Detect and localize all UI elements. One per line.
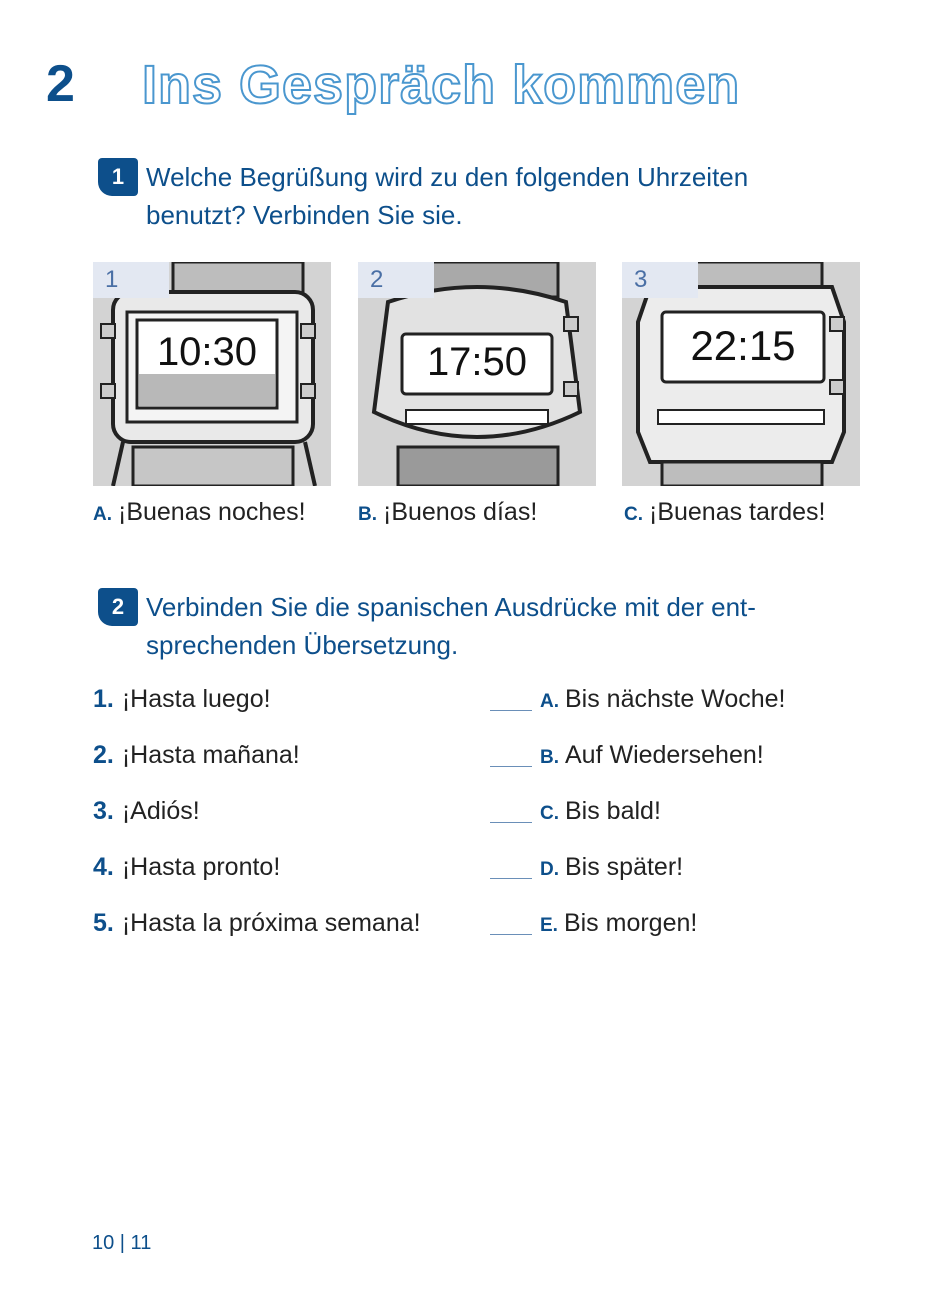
translation-text: Bis morgen! [563, 909, 698, 937]
watch-time-1: 10:30 [156, 330, 258, 374]
item-number: 4. [93, 853, 114, 881]
item-number: 5. [93, 909, 114, 937]
item-number: 3. [93, 797, 114, 825]
item-text: ¡Adiós! [121, 797, 200, 825]
watch-label-2: 2 [358, 262, 434, 298]
item-text: ¡Hasta luego! [121, 685, 271, 713]
answer-blank-b[interactable] [490, 766, 532, 767]
translation-c [540, 797, 661, 826]
option-text: ¡Buenas tardes! [649, 498, 826, 526]
watch-image-1 [93, 262, 331, 486]
translation-letter: C. [540, 803, 559, 824]
spanish-item-4 [93, 853, 280, 882]
translation-e [540, 909, 697, 938]
watch-label-1: 1 [93, 262, 169, 298]
translation-letter: E. [540, 915, 558, 936]
chapter-title: Ins Gespräch kommen [142, 55, 741, 115]
exercise-1-badge: 1 [98, 158, 138, 196]
watch-time-2: 17:50 [426, 340, 528, 384]
answer-blank-c[interactable] [490, 822, 532, 823]
item-text: ¡Hasta mañana! [121, 741, 300, 769]
option-letter: C. [624, 504, 643, 525]
watch-image-2 [358, 262, 596, 486]
item-text: ¡Hasta pronto! [121, 853, 281, 881]
answer-blank-d[interactable] [490, 878, 532, 879]
watch-label-3: 3 [622, 262, 698, 298]
translation-letter: D. [540, 859, 559, 880]
instruction-line-2: sprechenden Übersetzung. [146, 630, 459, 660]
greeting-option-a [93, 498, 306, 527]
option-text: ¡Buenas noches! [118, 498, 306, 526]
translation-b [540, 741, 764, 770]
spanish-item-5 [93, 909, 421, 938]
greeting-option-b [358, 498, 537, 527]
spanish-item-3 [93, 797, 200, 826]
option-letter: B. [358, 504, 377, 525]
exercise-1-instruction: Welche Begrüßung wird zu den folgenden Uhrzeiten benutzt? Verbinden Sie sie. [146, 162, 749, 230]
spanish-item-2 [93, 741, 300, 770]
answer-blank-a[interactable] [490, 710, 532, 711]
item-number: 2. [93, 741, 114, 769]
instruction-line-1: Verbinden Sie die spanischen Ausdrücke mit der ent- [146, 592, 756, 622]
option-letter: A. [93, 504, 112, 525]
option-text: ¡Buenos días! [383, 498, 538, 526]
exercise-2-instruction [146, 588, 846, 664]
greeting-option-c [624, 498, 826, 527]
translation-text: Bis später! [565, 853, 684, 881]
translation-text: Auf Wiedersehen! [565, 741, 764, 769]
translation-letter: B. [540, 747, 559, 768]
translation-d [540, 853, 683, 882]
page-numbers: 10 | 11 [92, 1232, 152, 1254]
translation-text: Bis bald! [565, 797, 661, 825]
answer-blank-e[interactable] [490, 934, 532, 935]
translation-a [540, 685, 785, 714]
translation-text: Bis nächste Woche! [565, 685, 786, 713]
exercise-2-badge: 2 [98, 588, 138, 626]
item-number: 1. [93, 685, 114, 713]
item-text: ¡Hasta la próxima semana! [121, 909, 421, 937]
watch-time-3: 22:15 [690, 322, 796, 369]
spanish-item-1 [93, 685, 271, 714]
watch-image-3 [622, 262, 860, 486]
translation-letter: A. [540, 691, 559, 712]
chapter-number: 2 [46, 55, 75, 113]
